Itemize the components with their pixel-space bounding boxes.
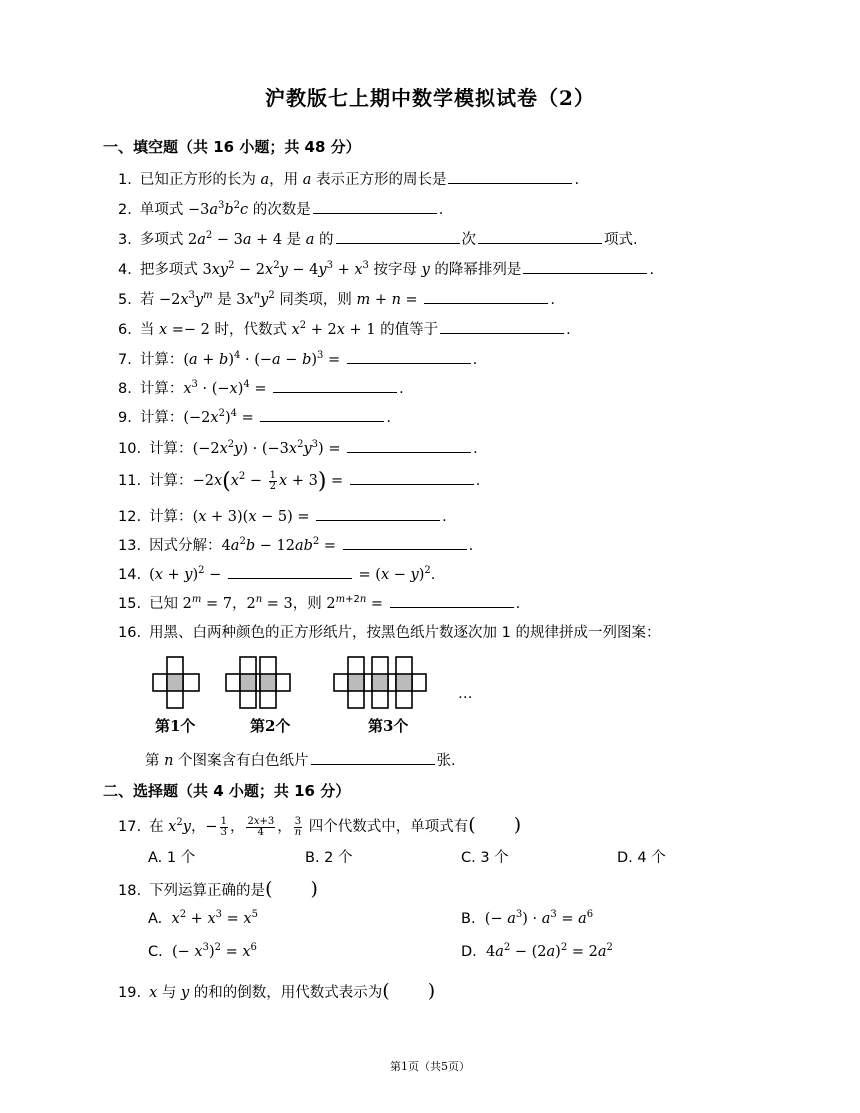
answer-blank[interactable] [273, 378, 397, 393]
black-tile [240, 674, 256, 691]
figure-caption-1: 第1个 [155, 717, 196, 735]
question-5: 5. 若 $-2x^3y^m$ 是 $3x^ny^2$ 同类项，则 m + n = . [118, 290, 555, 308]
section-choice-heading: 二、选择题（共 4 小题；共 16 分） [103, 782, 351, 800]
question-6: 6. 当 x =− 2 时，代数式 $x^2 + 2x + 1$ 的值等于 . [118, 320, 571, 338]
answer-blank[interactable] [350, 470, 474, 485]
option-c[interactable]: C. 3 个 [461, 850, 509, 866]
question-7: 7. 计算：$(a + b)^4 \cdot (-a - b)^3$ = . [118, 350, 478, 368]
question-16-prompt: 第 n 个图案含有白色纸片 张. [145, 750, 456, 771]
answer-blank[interactable] [343, 535, 467, 550]
option-b[interactable]: B. (− $a^3) \cdot a^3 = a^6$ [461, 909, 594, 927]
answer-blank[interactable] [523, 259, 647, 274]
black-tile [167, 674, 183, 691]
question-16: 16. 用黑、白两种颜色的正方形纸片，按黑色纸片数逐次加 1 的规律拼成一列图案： [118, 625, 661, 641]
white-tile [226, 674, 290, 691]
question-12: 12. 计算：(x + 3)(x − 5) = . [118, 506, 447, 527]
answer-blank[interactable] [347, 349, 471, 364]
answer-blank[interactable] [336, 229, 460, 244]
answer-blank[interactable] [316, 506, 440, 521]
answer-blank[interactable] [440, 319, 564, 334]
question-4: 4. 把多项式 $3xy^2 - 2x^2y - 4y^3 + x^3$ 按字母 y 的降幂排列是 . [118, 260, 655, 278]
question-10: 10. 计算：$(-2x^2y) \cdot (-3x^2y^3)$ = . [118, 439, 478, 457]
figure-caption-3: 第3个 [368, 717, 409, 735]
option-a[interactable]: A. 1 个 [148, 850, 196, 866]
answer-blank[interactable] [347, 438, 471, 453]
question-18: 18. 下列运算正确的是( ) [118, 878, 318, 900]
pattern-figure [150, 655, 480, 711]
black-tile [372, 674, 388, 691]
option-b[interactable]: B. 2 个 [305, 850, 353, 866]
option-a[interactable]: A. $x^2 + x^3 = x^5$ [148, 909, 258, 927]
figure-ellipsis: … [458, 686, 473, 702]
option-d[interactable]: D. 4 个 [617, 850, 666, 866]
question-15: 15. 已知 $2^m = 7$，$2^n = 3$，则 $2^{m+2n}$ = . [118, 594, 521, 612]
page-footer: 第1页（共5页） [390, 1060, 470, 1073]
question-17: 17. 在 $x^2y$，− $\frac{1}{3}$ ， $\frac{2x+3}{4}$ ， $\frac{3}{n}$ 四个代数式中，单项式有( ) [118, 814, 522, 838]
section-fill-blank-heading: 一、填空题（共 16 小题；共 48 分） [103, 138, 361, 156]
answer-blank[interactable] [448, 169, 572, 184]
answer-blank[interactable] [311, 750, 435, 765]
black-tile [396, 674, 412, 691]
figure-caption-2: 第2个 [250, 717, 291, 735]
question-9: 9. 计算：$(-2x^2)^4$ = . [118, 408, 391, 426]
question-19: 19. x 与 y 的和的倒数，用代数式表示为( ) [118, 980, 436, 1002]
black-tile [260, 674, 276, 691]
question-11: 11. 计算：$-2x(x^2$ − $\frac{1}{2}$ x + 3) = . [118, 469, 481, 494]
answer-paren[interactable]: ( ) [382, 980, 436, 1002]
answer-blank[interactable] [478, 229, 602, 244]
answer-blank[interactable] [390, 593, 514, 608]
question-13: 13. 因式分解：$4a^2b - 12ab^2$ = . [118, 536, 474, 554]
answer-blank[interactable] [260, 407, 384, 422]
question-2: 2. 单项式 $-3a^3b^2c$ 的次数是 . [118, 200, 444, 218]
answer-blank[interactable] [228, 564, 352, 579]
answer-blank[interactable] [424, 289, 548, 304]
question-1: 1. 已知正方形的长为 a，用 a 表示正方形的周长是 . [118, 169, 579, 190]
answer-paren[interactable]: ( ) [468, 814, 522, 836]
page-title: 沪教版七上期中数学模拟试卷（2） [265, 86, 595, 110]
question-14: 14. $(x + y)^2$ − = $(x - y)^2$. [118, 565, 436, 583]
answer-paren[interactable]: ( ) [265, 878, 318, 900]
option-c[interactable]: C. (− $x^3)^2 = x^6$ [148, 942, 257, 960]
question-3: 3. 多项式 $2a^2 - 3a + 4$ 是 a 的 次 项式. [118, 230, 638, 248]
answer-blank[interactable] [313, 199, 437, 214]
question-8: 8. 计算：$x^3 \cdot (-x)^4$ = . [118, 379, 404, 397]
option-d[interactable]: D. $4a^2 - (2a)^2 = 2a^2$ [461, 942, 613, 960]
black-tile [348, 674, 364, 691]
